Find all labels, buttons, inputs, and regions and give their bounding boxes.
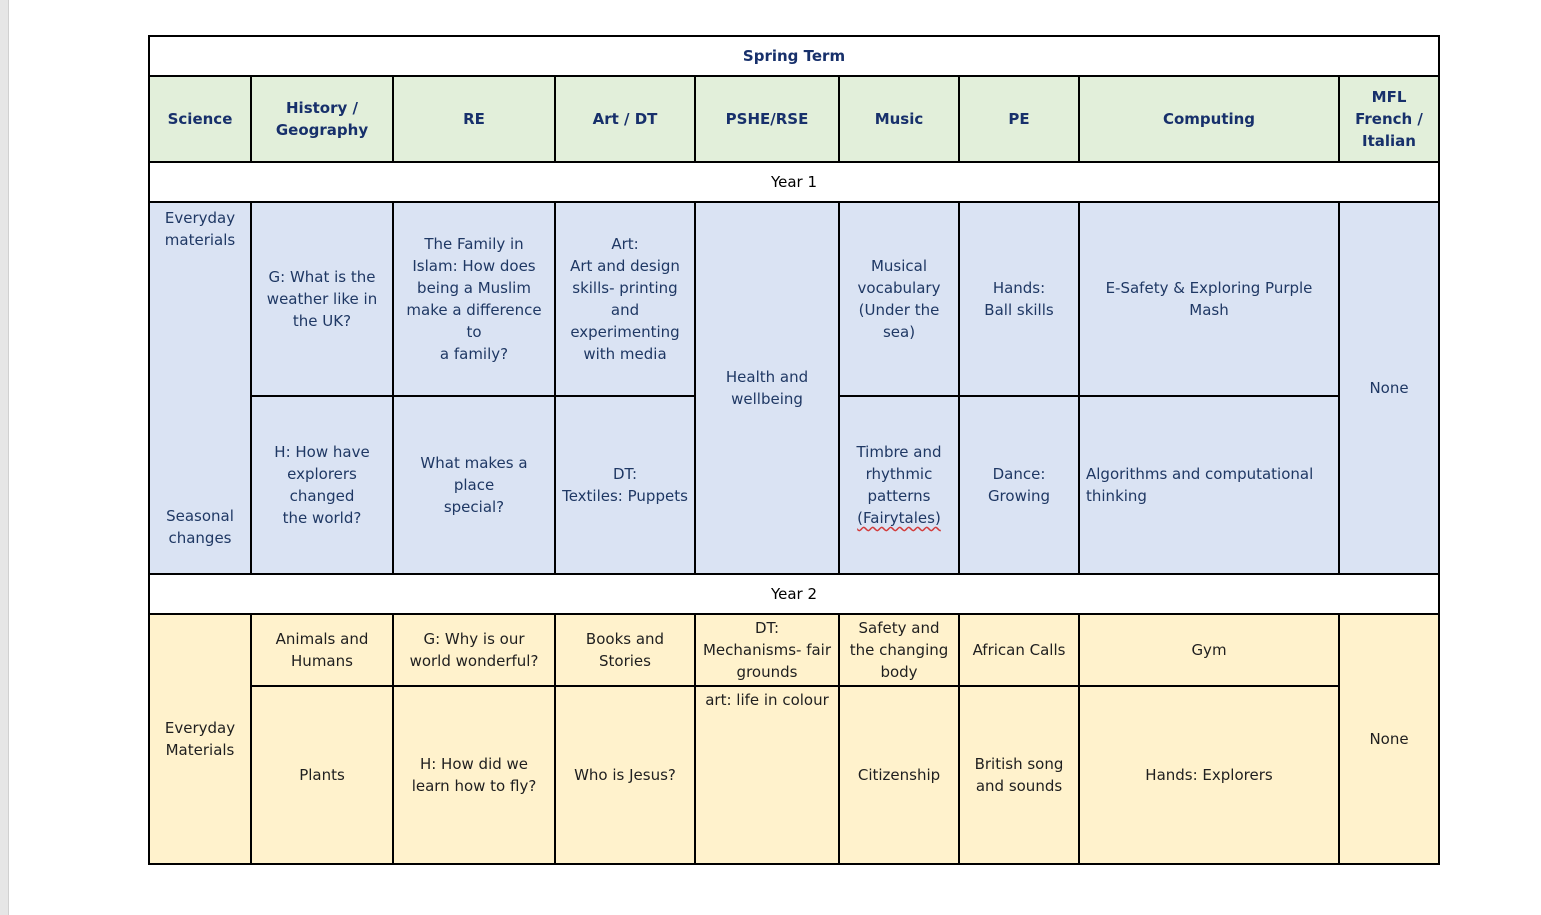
year1-history-a: G: What is the weather like in the UK?: [251, 202, 393, 396]
year1-row-a: [149, 202, 1439, 396]
year2-pshe-b: art: life in colour: [695, 686, 839, 864]
subject-science: Science: [149, 76, 251, 162]
year2-label-row: [149, 574, 1439, 614]
year1-science-note: Say Hi to hedgehogs: [158, 573, 242, 613]
curriculum-table: [148, 35, 1440, 865]
year1-art-a: Art: Art and design skills- printing and experimenting with media: [555, 202, 695, 396]
year2-art-b: Who is Jesus?: [555, 686, 695, 864]
year2-label: Year 2: [149, 574, 1439, 614]
year2-music-a: Safety and the changing body: [839, 614, 959, 686]
year1-label: Year 1: [149, 162, 1439, 202]
year2-music-b: Citizenship: [839, 686, 959, 864]
subject-computing: Computing: [1079, 76, 1339, 162]
year1-science-cell: [149, 202, 251, 613]
year1-science-top: Everyday materials: [164, 209, 236, 249]
year1-pshe: Health and wellbeing: [695, 202, 839, 574]
year1-music-b: [839, 396, 959, 574]
spellcheck-underline-fairytales: (Fairytales): [857, 509, 941, 527]
year1-science-bottom: Seasonal changes: [166, 507, 234, 547]
year2-computing-b: Hands: Explorers: [1079, 686, 1339, 864]
title-row: [149, 36, 1439, 76]
year1-history-b: H: How have explorers changed the world?: [251, 396, 393, 574]
year2-pe-b: British song and sounds: [959, 686, 1079, 864]
year2-history-b: Plants: [251, 686, 393, 864]
year2-computing-a: Gym: [1079, 614, 1339, 686]
year2-art-a: Books and Stories: [555, 614, 695, 686]
year1-re-b: What makes a place special?: [393, 396, 555, 574]
subject-pe: PE: [959, 76, 1079, 162]
year1-science-bottom-wrap: [150, 483, 250, 637]
year1-label-row: [149, 162, 1439, 202]
subject-history-geography: History / Geography: [251, 76, 393, 162]
year1-art-b: DT: Textiles: Puppets: [555, 396, 695, 574]
year1-pe-b: Dance: Growing: [959, 396, 1079, 574]
subject-mfl: MFL French / Italian: [1339, 76, 1439, 162]
year1-re-a: The Family in Islam: How does being a Muslim make a difference to a family?: [393, 202, 555, 396]
year1-music-a: Musical vocabulary (Under the sea): [839, 202, 959, 396]
year2-pe-a: African Calls: [959, 614, 1079, 686]
subject-re: RE: [393, 76, 555, 162]
year2-pshe-a: DT: Mechanisms- fair grounds: [695, 614, 839, 686]
subject-pshe-rse: PSHE/RSE: [695, 76, 839, 162]
year1-music-b-text: Timbre and rhythmic patterns: [856, 443, 942, 505]
year1-computing-a: E-Safety & Exploring Purple Mash: [1079, 202, 1339, 396]
year2-re-b: H: How did we learn how to fly?: [393, 686, 555, 864]
year2-history-a: Animals and Humans: [251, 614, 393, 686]
subject-header-row: [149, 76, 1439, 162]
year2-re-a: G: Why is our world wonderful?: [393, 614, 555, 686]
subject-music: Music: [839, 76, 959, 162]
year2-science: Everyday Materials: [149, 614, 251, 864]
year1-pe-a: Hands: Ball skills: [959, 202, 1079, 396]
page-title: Spring Term: [149, 36, 1439, 76]
year2-row-b: [149, 686, 1439, 864]
year2-mfl: None: [1339, 614, 1439, 864]
page-gutter: [0, 0, 9, 915]
year1-computing-b: Algorithms and computational thinking: [1079, 396, 1339, 574]
subject-art-dt: Art / DT: [555, 76, 695, 162]
year1-mfl: None: [1339, 202, 1439, 574]
year2-row-a: [149, 614, 1439, 686]
